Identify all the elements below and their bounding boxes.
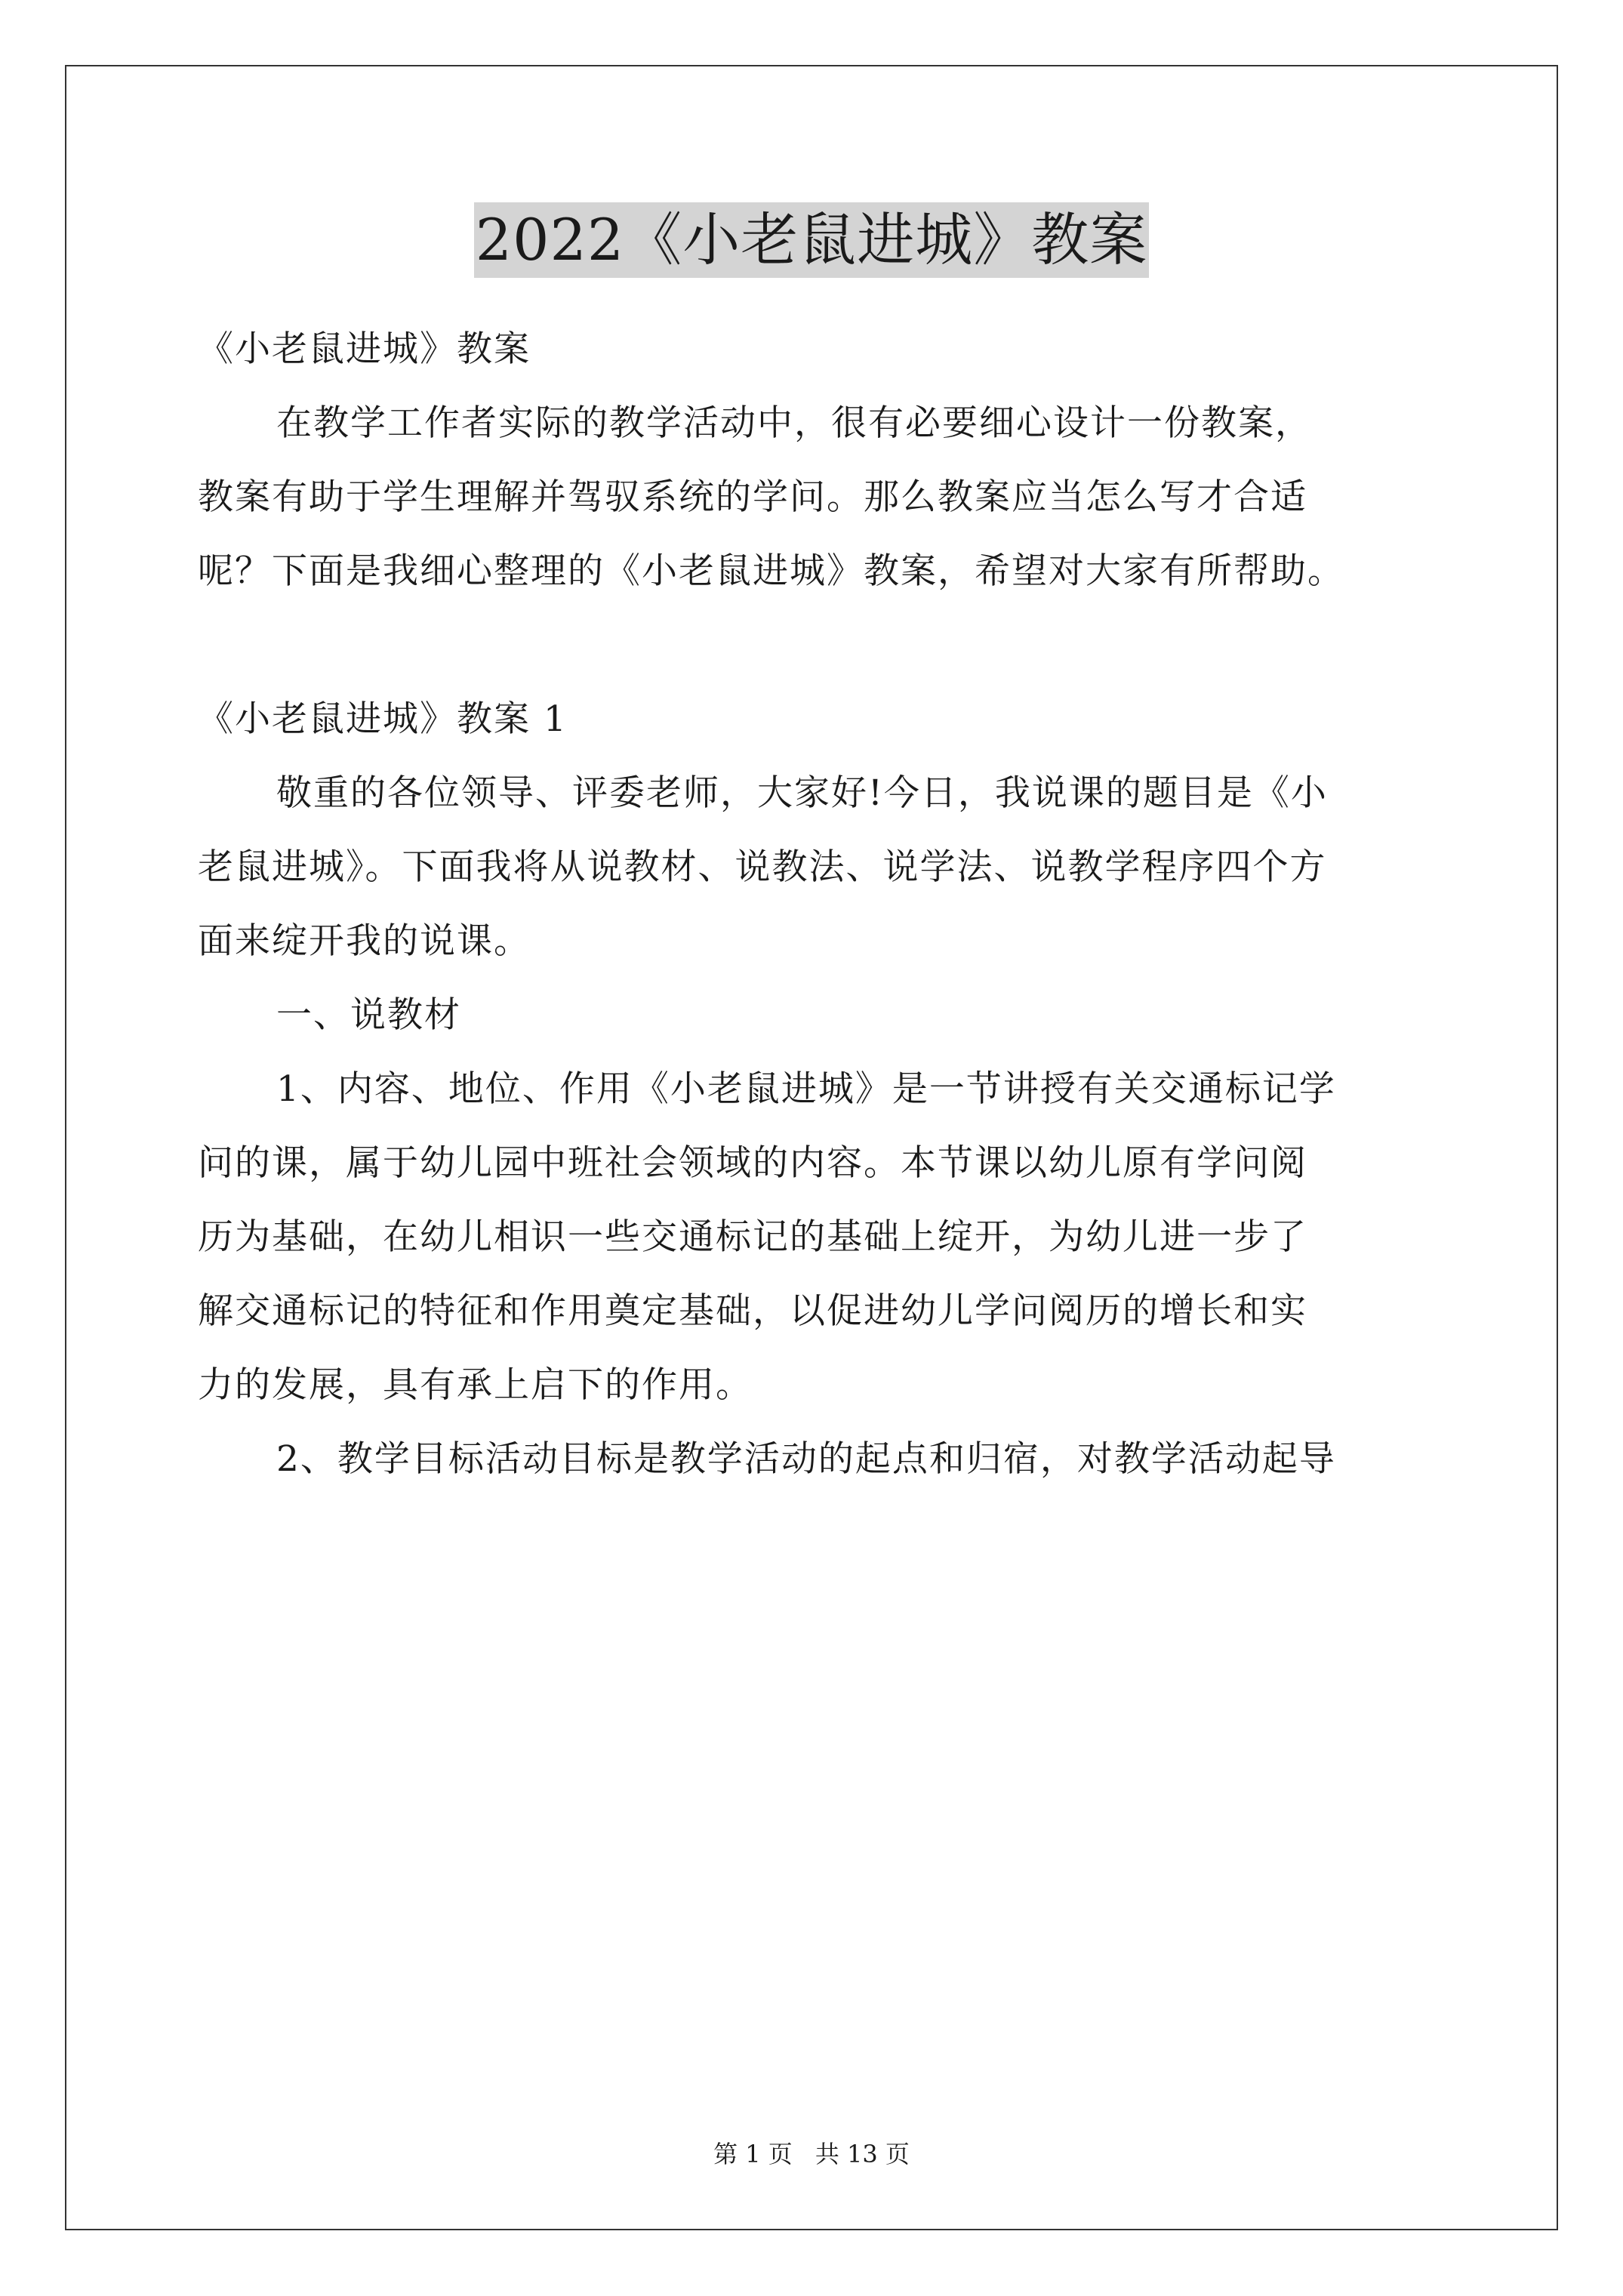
text-line: 老鼠进城》。下面我将从说教材、说教法、说学法、说教学程序四个方 — [198, 846, 1327, 888]
text-line: 问的课，属于幼儿园中班社会领域的内容。本节课以幼儿原有学问阅 — [198, 1142, 1307, 1184]
text-line: 呢？下面是我细心整理的《小老鼠进城》教案，希望对大家有所帮助。 — [198, 550, 1344, 592]
text-line: 历为基础，在幼儿相识一些交通标记的基础上绽开，为幼儿进一步了 — [198, 1216, 1307, 1258]
document-body — [198, 313, 1436, 1496]
text-line: 面来绽开我的说课。 — [198, 920, 531, 962]
page-number: 第 1 页 — [713, 2140, 793, 2168]
text-line: 《小老鼠进城》教案 — [198, 328, 531, 370]
text-line: 解交通标记的特征和作用奠定基础，以促进幼儿学问阅历的增长和实 — [198, 1290, 1307, 1332]
paragraph-gap — [198, 609, 1436, 683]
text-line: 《小老鼠进城》教案 1 — [198, 698, 568, 740]
text-line: 敬重的各位领导、评委老师，大家好!今日，我说课的题目是《小 — [276, 772, 1328, 814]
text-line: 在教学工作者实际的教学活动中，很有必要细心设计一份教案， — [276, 402, 1312, 444]
page-total: 共 13 页 — [815, 2140, 910, 2168]
text-line: 教案有助于学生理解并驾驭系统的学问。那么教案应当怎么写才合适 — [198, 476, 1307, 518]
text-line: 一、说教材 — [276, 994, 461, 1036]
text-line: 力的发展，具有承上启下的作用。 — [198, 1364, 753, 1406]
text-line: 1、内容、地位、作用《小老鼠进城》是一节讲授有关交通标记学 — [276, 1068, 1336, 1110]
title-container — [0, 202, 1623, 278]
text-line: 2、教学目标活动目标是教学活动的起点和归宿，对教学活动起导 — [276, 1438, 1336, 1480]
page-footer — [0, 2139, 1623, 2169]
document-title: 2022《小老鼠进城》教案 — [474, 202, 1149, 278]
